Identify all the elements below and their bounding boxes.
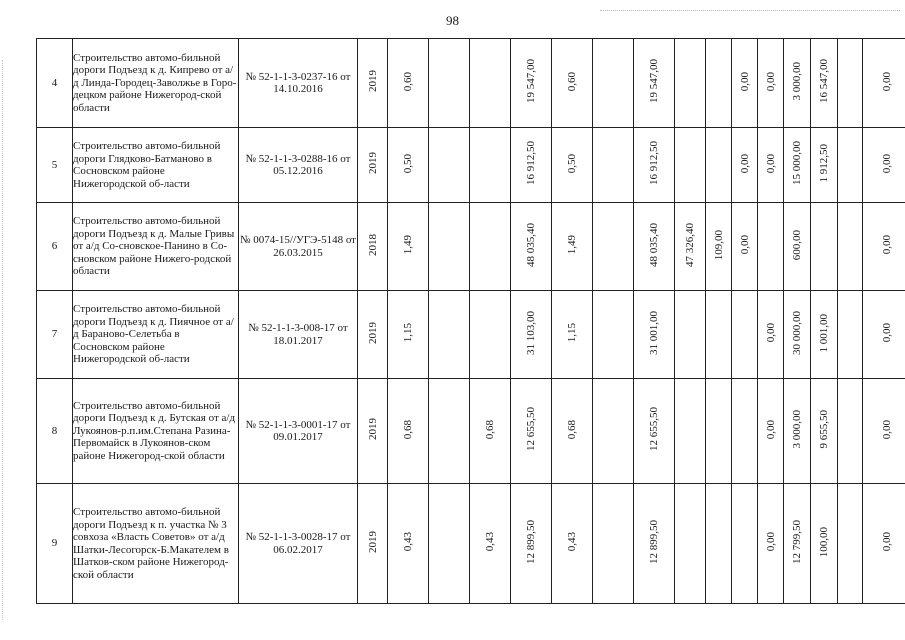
object-name: Строительство автомо-бильной дороги Подъезд к д. Малые Гривы от а/д Со-сновское-Панино в Со-сновском районе Нижего-родской области (73, 203, 239, 291)
value-cell: 1,15 (402, 323, 414, 343)
value-cell: 0,00 (880, 532, 893, 552)
object-name: Строительство автомо-бильной дороги Подъезд к д. Кипрево от а/д Линда-Городец-Заволжье в Горо-децком районе Нижегород-ской области (73, 39, 239, 128)
table-row (37, 39, 905, 128)
row-number: 8 (37, 379, 73, 484)
object-name: Строительство автомо-бильной дороги Глядково-Батманово в Сосновском районе Нижегородской об-ласти (73, 128, 239, 203)
scan-mark-top (600, 10, 900, 11)
value-cell: 0,00 (738, 235, 751, 255)
table-row (37, 379, 905, 484)
object-name: Строительство автомо-бильной дороги Подъезд к п. участка № 3 совхоза «Власть Советов» от а/д Шатки-Лесогорск-Б.Макателем в Шатков-ском районе Нижегород-ской области (73, 484, 239, 604)
value-cell: 16 912,50 (525, 141, 537, 186)
value-cell: 12 799,50 (791, 519, 803, 564)
year-cell: 2019 (366, 530, 379, 553)
value-cell: 0,68 (484, 419, 496, 439)
value-cell: 0,00 (880, 71, 893, 91)
value-cell: 0,43 (484, 532, 496, 552)
expertise-number: № 52-1-1-3-0001-17 от 09.01.2017 (239, 379, 358, 484)
value-cell: 0,68 (402, 419, 414, 439)
table-row (37, 203, 905, 291)
value-cell: 3 000,00 (791, 62, 803, 101)
page-number: 98 (446, 13, 459, 28)
value-cell: 1,49 (402, 235, 414, 255)
year-cell: 2019 (366, 321, 379, 344)
value-cell: 9 655,50 (818, 410, 830, 449)
value-cell: 0,43 (402, 532, 414, 552)
value-cell: 12 655,50 (648, 407, 660, 452)
year-cell: 2018 (366, 233, 379, 256)
expertise-number: № 52-1-1-3-008-17 от 18.01.2017 (239, 291, 358, 379)
row-number: 4 (37, 39, 73, 128)
value-cell: 31 001,00 (648, 310, 660, 355)
value-cell: 0,00 (880, 323, 893, 343)
value-cell: 1 001,00 (818, 313, 830, 352)
row-number: 6 (37, 203, 73, 291)
value-cell: 1,15 (566, 323, 578, 343)
value-cell: 0,60 (566, 71, 578, 91)
road-construction-table (36, 38, 905, 604)
value-cell: 0,00 (764, 323, 777, 343)
value-cell: 31 103,00 (525, 310, 537, 355)
row-number: 9 (37, 484, 73, 604)
value-cell: 1,49 (566, 235, 578, 255)
value-cell: 0,00 (738, 71, 751, 91)
value-cell: 109,00 (712, 229, 725, 260)
value-cell: 0,00 (880, 419, 893, 439)
value-cell: 12 899,50 (648, 519, 660, 564)
value-cell: 600,00 (791, 229, 803, 260)
year-cell: 2019 (366, 418, 379, 441)
table-row (37, 128, 905, 203)
value-cell: 0,50 (566, 153, 578, 173)
year-cell: 2019 (366, 70, 379, 93)
expertise-number: № 52-1-1-3-0237-16 от 14.10.2016 (239, 39, 358, 128)
value-cell: 0,00 (764, 71, 777, 91)
value-cell: 0,60 (402, 71, 414, 91)
expertise-number: № 0074-15//УГЭ-5148 от 26.03.2015 (239, 203, 358, 291)
table-row (37, 291, 905, 379)
value-cell: 16 547,00 (818, 59, 830, 104)
value-cell: 0,00 (880, 153, 893, 173)
value-cell: 0,00 (880, 235, 893, 255)
value-cell: 0,00 (764, 153, 777, 173)
value-cell: 100,00 (818, 526, 830, 557)
object-name: Строительство автомо-бильной дороги Подъезд к д. Бутская от а/д Лукоянов-р.п.им.Степана Разина-Первомайск в Лукоянов-ском районе Нижегород-ской области (73, 379, 239, 484)
table-row (37, 484, 905, 604)
row-number: 7 (37, 291, 73, 379)
year-cell: 2019 (366, 152, 379, 175)
scan-mark-left (2, 60, 3, 620)
value-cell: 0,50 (402, 153, 414, 173)
value-cell: 0,68 (566, 419, 578, 439)
value-cell: 48 035,40 (648, 222, 660, 267)
value-cell: 48 035,40 (525, 222, 537, 267)
value-cell: 19 547,00 (525, 59, 537, 104)
expertise-number: № 52-1-1-3-0028-17 от 06.02.2017 (239, 484, 358, 604)
row-number: 5 (37, 128, 73, 203)
value-cell: 12 655,50 (525, 407, 537, 452)
value-cell: 16 912,50 (648, 141, 660, 186)
value-cell: 30 000,00 (791, 310, 803, 355)
value-cell: 19 547,00 (648, 59, 660, 104)
value-cell: 47 326,40 (684, 222, 696, 267)
value-cell: 1 912,50 (818, 144, 830, 183)
value-cell: 0,00 (738, 153, 751, 173)
value-cell: 15 000,00 (791, 141, 803, 186)
object-name: Строительство автомо-бильной дороги Подъезд к д. Пиячное от а/д Бараново-Селетьба в Сосновском районе Нижегородской об-ласти (73, 291, 239, 379)
expertise-number: № 52-1-1-3-0288-16 от 05.12.2016 (239, 128, 358, 203)
value-cell: 12 899,50 (525, 519, 537, 564)
value-cell: 0,00 (764, 532, 777, 552)
value-cell: 0,00 (764, 419, 777, 439)
value-cell: 0,43 (566, 532, 578, 552)
value-cell: 3 000,00 (791, 410, 803, 449)
